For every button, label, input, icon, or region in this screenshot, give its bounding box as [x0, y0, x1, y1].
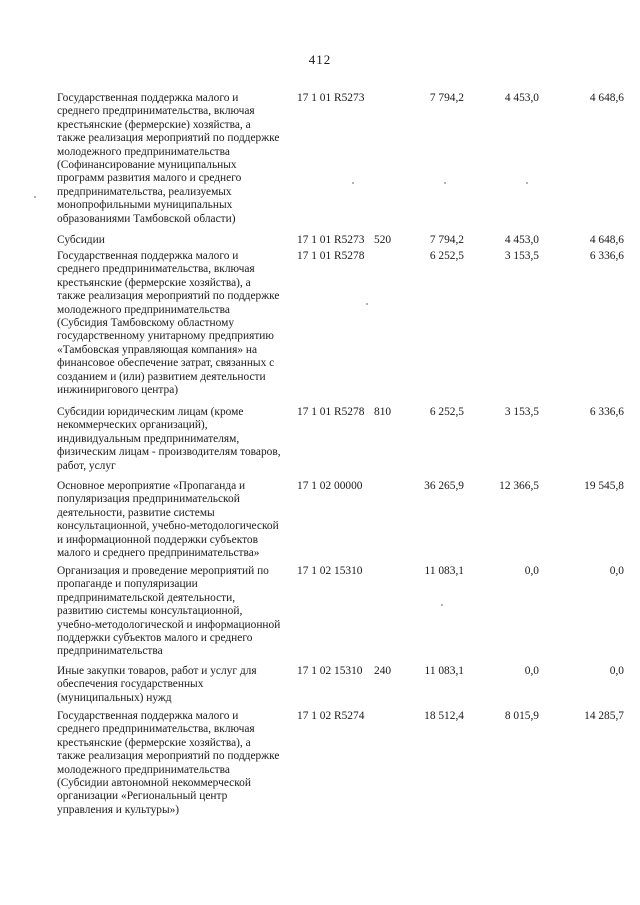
row-year3: 19 545,8 — [584, 480, 624, 492]
row-year3: 14 285,7 — [584, 710, 624, 722]
row-name: Субсидии юридическим лицам (кроме некоммерческих организаций), индивидуальным предпринимателям, физическим лицам - производителям товаров, работ, услуг — [57, 406, 281, 472]
row-code: 17 1 01 R5278 — [297, 406, 365, 418]
row-year2: 12 366,5 — [499, 480, 539, 492]
row-year3: 6 336,6 — [589, 250, 624, 262]
row-year2: 4 453,0 — [504, 92, 539, 104]
scan-speck — [526, 182, 528, 184]
row-code: 17 1 01 R5273 — [297, 234, 365, 246]
row-year3: 4 648,6 — [589, 92, 624, 104]
row-year2: 0,0 — [524, 565, 539, 577]
row-year1: 7 794,2 — [429, 234, 464, 246]
row-year2: 0,0 — [524, 665, 539, 677]
row-name: Государственная поддержка малого и среднего предпринимательства, включая крестьянские (фермерские хозяйства), а также реализация мероприятий по поддержке молодежного предпринимательства (Субсидии автономной некоммерческой организации «Региональный центр управления и культуры») — [57, 710, 280, 816]
row-code: 17 1 02 15310 — [297, 665, 363, 677]
row-vr: 520 — [374, 234, 392, 246]
row-year1: 6 252,5 — [429, 406, 464, 418]
row-year3: 0,0 — [609, 565, 624, 577]
row-name: Иные закупки товаров, работ и услуг для обеспечения государственных (муниципальных) нужд — [57, 665, 257, 704]
row-year1: 18 512,4 — [424, 710, 464, 722]
row-year3: 0,0 — [609, 665, 624, 677]
row-name: Субсидии — [57, 234, 105, 246]
row-year1: 11 083,1 — [424, 565, 464, 577]
row-year2: 8 015,9 — [504, 710, 539, 722]
row-year3: 6 336,6 — [589, 406, 624, 418]
row-year2: 3 153,5 — [504, 250, 539, 262]
scan-speck — [352, 182, 354, 184]
scan-speck — [444, 182, 446, 184]
row-code: 17 1 02 15310 — [297, 565, 363, 577]
row-year2: 4 453,0 — [504, 234, 539, 246]
row-vr: 810 — [374, 406, 392, 418]
row-year1: 36 265,9 — [424, 480, 464, 492]
row-name: Основное мероприятие «Пропаганда и популяризация предпринимательской деятельности, развитие системы консультационной, учебно-методологической и информационной поддержки субъектов малого и среднего предпринимательства» — [57, 480, 279, 560]
row-year3: 4 648,6 — [589, 234, 624, 246]
scan-speck — [34, 196, 36, 198]
row-year1: 6 252,5 — [429, 250, 464, 262]
row-code: 17 1 02 00000 — [297, 480, 363, 492]
row-name: Организация и проведение мероприятий по пропаганде и популяризации предпринимательской деятельности, развитию системы консультационной, учебно-методологической и информационной поддержки субъектов малого и среднего предпринимательства — [57, 565, 281, 658]
scan-speck — [441, 604, 443, 606]
row-name: Государственная поддержка малого и среднего предпринимательства, включая крестьянские (фермерские хозяйства), а также реализация мероприятий по поддержке молодежного предпринимательства (Субсидия Тамбовскому областному государственному унитарному предприятию «Тамбовская управляющая компания» на финансовое обеспечение затрат, связанных с созданием и (или) развитием деятельности инжиниригового центра) — [57, 250, 280, 397]
row-year1: 7 794,2 — [429, 92, 464, 104]
page-number: 412 — [308, 52, 332, 67]
row-year2: 3 153,5 — [504, 406, 539, 418]
row-name: Государственная поддержка малого и среднего предпринимательства, включая крестьянские (фермерские) хозяйства, а также реализация мероприятий по поддержке молодежного предпринимательства (Софинансирование муниципальных программ развития малого и среднего предпринимательства, реализуемых монопрофильными муниципальных образованиями Тамбовской области) — [57, 92, 280, 225]
row-code: 17 1 01 R5278 — [297, 250, 365, 262]
row-code: 17 1 02 R5274 — [297, 710, 365, 722]
row-code: 17 1 01 R5273 — [297, 92, 365, 104]
row-year1: 11 083,1 — [424, 665, 464, 677]
row-vr: 240 — [374, 665, 392, 677]
scan-speck — [366, 303, 368, 305]
